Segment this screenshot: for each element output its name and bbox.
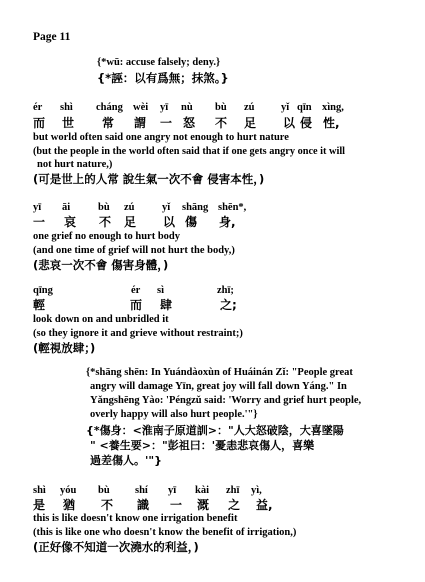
block2-translation: (and one time of grief will not hurt the body,): [33, 245, 235, 256]
hanzi-char: 不: [101, 498, 114, 512]
hanzi-char: 身,: [219, 215, 236, 229]
note-shangshen-en-line4: overly happy will also hurt people.'"}: [90, 409, 258, 420]
pinyin-word: bù: [215, 102, 227, 113]
hanzi-char: 一: [160, 116, 173, 130]
block1-translation-line1: (but the people in the world often said that if one gets angry once it will: [33, 146, 346, 157]
hanzi-char: 侵: [300, 116, 313, 130]
pinyin-word: yī: [168, 485, 177, 496]
hanzi-char: 識: [137, 498, 150, 512]
hanzi-char: 之: [228, 498, 241, 512]
hanzi-char: 謂: [134, 116, 147, 130]
block1-translation-line2: not hurt nature,): [37, 159, 113, 170]
block1-gloss: but world often said one angry not enough to hurt nature: [33, 132, 289, 143]
hanzi-char: 足: [124, 215, 137, 229]
hanzi-char: 怒: [183, 116, 196, 130]
pinyin-word: cháng: [96, 102, 123, 113]
pinyin-word: bù: [98, 202, 110, 213]
pinyin-word: yǐ: [162, 202, 171, 213]
hanzi-char: 世: [62, 116, 75, 130]
hanzi-char: 溉: [197, 498, 210, 512]
pinyin-word: xìng,: [322, 102, 344, 113]
block4-translation: (this is like one who doesn't know the benefit of irrigation,): [33, 527, 297, 538]
pinyin-word: ér: [131, 285, 141, 296]
pinyin-word: zhī;: [217, 285, 234, 296]
hanzi-char: 之;: [220, 298, 237, 312]
pinyin-word: wèi: [133, 102, 149, 113]
pinyin-word: qīng: [33, 285, 53, 296]
pinyin-word: ér: [33, 102, 43, 113]
hanzi-char: 猶: [63, 498, 76, 512]
pinyin-word: sì: [157, 285, 165, 296]
hanzi-char: 傷: [185, 215, 198, 229]
note-shangshen-en-line2: angry will damage Yīn, great joy will fall down Yáng." In: [90, 381, 347, 392]
hanzi-char: 輕: [33, 298, 46, 312]
page-number: Page 11: [33, 31, 71, 43]
note-shangshen-en-line3: Yǎngshēng Yào: 'Péngzǔ said: 'Worry and grief hurt people,: [90, 395, 362, 406]
note-shangshen-zh-line1: {*傷身：<淮南子原道訓>："人大怒破陰，大喜墜陽: [86, 424, 344, 437]
note-shangshen-zh-line3: 過差傷人。'"}: [90, 454, 162, 467]
pinyin-word: shāng: [182, 202, 209, 213]
pinyin-word: āi: [62, 202, 71, 213]
hanzi-char: 性,: [323, 116, 340, 130]
pinyin-word: zhī: [226, 485, 240, 496]
note-wu-chinese: {*誣：以有爲無；抹煞。}: [97, 71, 229, 85]
hanzi-char: 一: [33, 215, 46, 229]
hanzi-char: 肆: [160, 298, 173, 312]
block3-translation: (so they ignore it and grieve without restraint;): [33, 328, 243, 339]
block1-chinese-translation: (可是世上的人常 說生氣一次不會 侵害本性，): [33, 172, 265, 186]
pinyin-word: qīn: [297, 102, 312, 113]
pinyin-word: zú: [124, 202, 135, 213]
hanzi-char: 以: [283, 116, 296, 130]
pinyin-word: yǐ: [281, 102, 290, 113]
pinyin-word: shì: [60, 102, 73, 113]
hanzi-char: 益,: [256, 498, 273, 512]
note-shangshen-en-line1: {*shāng shēn: In Yuándàoxùn of Huáinán Zǐ: "People great: [86, 367, 353, 378]
block2-gloss: one grief no enough to hurt body: [33, 231, 181, 242]
hanzi-char: 而: [130, 298, 143, 312]
pinyin-word: zú: [244, 102, 255, 113]
hanzi-char: 不: [99, 215, 112, 229]
pinyin-word: shì: [33, 485, 46, 496]
note-wu-english: {*wū: accuse falsely; deny.}: [97, 57, 221, 68]
block3-gloss: look down on and unbridled it: [33, 314, 169, 325]
pinyin-word: yóu: [60, 485, 77, 496]
note-shangshen-zh-line2: " <養生要>："彭祖曰：'憂恚悲哀傷人，喜樂: [90, 439, 315, 452]
hanzi-char: 而: [33, 116, 46, 130]
pinyin-word: shēn*,: [218, 202, 247, 213]
hanzi-char: 不: [215, 116, 228, 130]
hanzi-char: 以: [163, 215, 176, 229]
block4-chinese-translation: (正好像不知道一次澆水的利益，): [33, 540, 199, 554]
hanzi-char: 足: [244, 116, 257, 130]
hanzi-char: 一: [170, 498, 183, 512]
pinyin-word: yī: [160, 102, 169, 113]
block4-gloss: this is like doesn't know one irrigation benefit: [33, 513, 238, 524]
block2-chinese-translation: (悲哀一次不會 傷害身體，): [33, 258, 169, 272]
pinyin-word: yì,: [251, 485, 262, 496]
pinyin-word: kài: [195, 485, 210, 496]
hanzi-char: 是: [33, 498, 46, 512]
hanzi-char: 哀: [64, 215, 77, 229]
pinyin-word: bù: [98, 485, 110, 496]
pinyin-word: yī: [33, 202, 42, 213]
hanzi-char: 常: [102, 116, 115, 130]
pinyin-word: shí: [135, 485, 148, 496]
pinyin-word: nù: [181, 102, 193, 113]
block3-chinese-translation: (輕視放肆；): [33, 341, 96, 355]
